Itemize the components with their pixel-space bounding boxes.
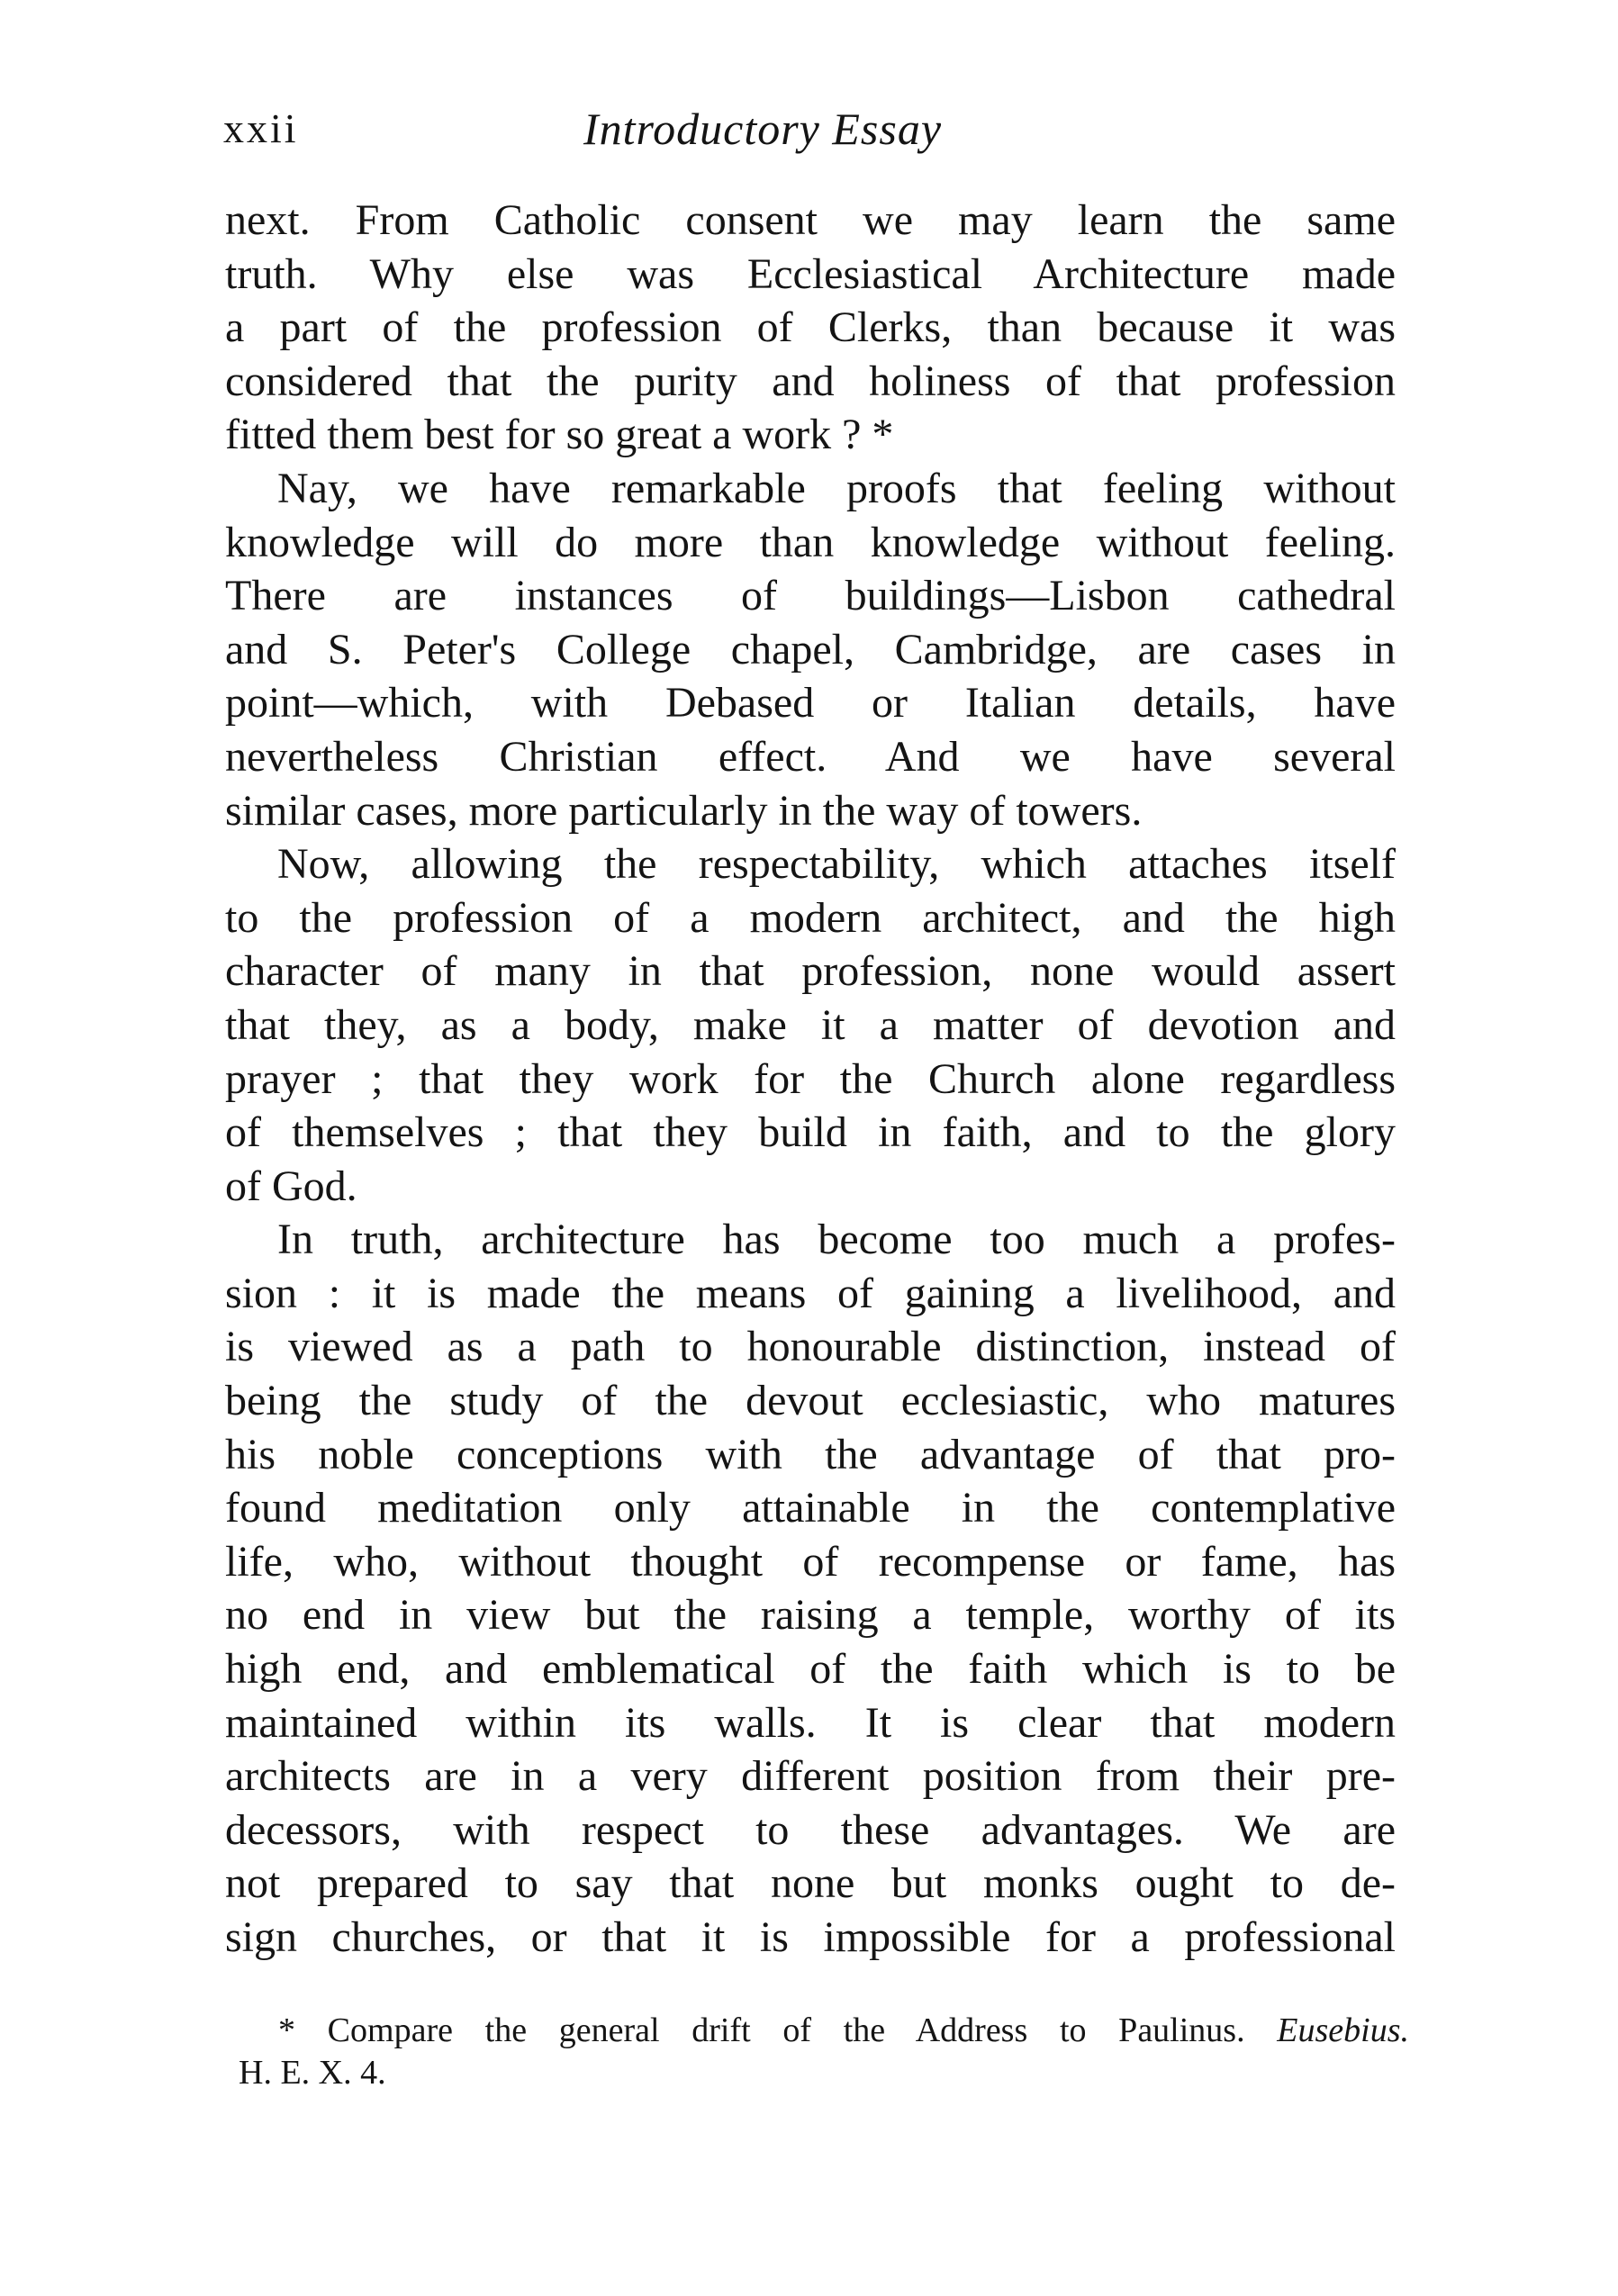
text-line: nevertheless Christian effect. And we have several: [225, 732, 1396, 781]
text-line: considered that the purity and holiness of that profession: [225, 357, 1396, 405]
footnote-first-line: [239, 2010, 1409, 2052]
text-line: next. From Catholic consent we may learn the same: [225, 196, 1396, 244]
text-line: knowledge will do more than knowledge without feeling.: [225, 518, 1396, 566]
text-line: that they, as a body, make it a matter of devotion and: [225, 1000, 1396, 1049]
footnote-reference: H. E. X. 4.: [239, 2054, 386, 2092]
text-line: his noble conceptions with the advantage of that pro-: [225, 1430, 1396, 1478]
text-line: being the study of the devout ecclesiastic, who matures: [225, 1377, 1396, 1425]
paragraph-start-line: Now, allowing the respectability, which attaches itself: [277, 840, 1396, 889]
footnote-author: Eusebius.: [1277, 2011, 1409, 2049]
text-line: found meditation only attainable in the contemplative: [225, 1484, 1396, 1532]
text-line: sion : it is made the means of gaining a livelihood, and: [225, 1269, 1396, 1317]
text-line: There are instances of buildings—Lisbon cathedral: [225, 572, 1396, 620]
text-line: maintained within its walls. It is clear that modern: [225, 1698, 1396, 1747]
text-line: similar cases, more particularly in the way of towers.: [225, 786, 1143, 835]
text-line: and S. Peter's College chapel, Cambridge, are cases in: [225, 625, 1396, 673]
text-line: of God.: [225, 1162, 357, 1210]
running-title: Introductory Essay: [583, 104, 943, 154]
text-line: high end, and emblematical of the faith which is to be: [225, 1645, 1396, 1694]
text-line: to the profession of a modern architect, and the high: [225, 893, 1396, 942]
body-text: [225, 194, 1396, 1965]
footnote: [239, 2010, 1409, 2094]
running-head: [223, 97, 1399, 160]
text-line: character of many in that profession, none would assert: [225, 947, 1396, 996]
paragraph-start-line: In truth, architecture has become too much a profes-: [277, 1216, 1396, 1264]
text-line: not prepared to say that none but monks ought to de-: [225, 1859, 1396, 1908]
text-line: fitted them best for so great a work ? *: [225, 411, 894, 459]
text-line: a part of the profession of Clerks, than because it was: [225, 303, 1396, 352]
text-line: no end in view but the raising a temple, worthy of its: [225, 1591, 1396, 1640]
text-line: point—which, with Debased or Italian details, have: [225, 679, 1396, 728]
text-line: truth. Why else was Ecclesiastical Architecture made: [225, 249, 1396, 298]
text-line: life, who, without thought of recompense or fame, has: [225, 1537, 1396, 1586]
footnote-text: * Compare the general drift of the Address to Paulinus.: [278, 2011, 1245, 2049]
text-line: architects are in a very different position from their pre-: [225, 1752, 1396, 1801]
page-number: xxii: [223, 105, 299, 151]
text-line: decessors, with respect to these advantages. We are: [225, 1805, 1396, 1854]
text-line: of themselves ; that they build in faith, and to the glory: [225, 1108, 1396, 1157]
text-line: sign churches, or that it is impossible for a professional: [225, 1913, 1396, 1961]
paragraph-start-line: Nay, we have remarkable proofs that feeling without: [277, 464, 1396, 512]
text-line: prayer ; that they work for the Church alone regardless: [225, 1054, 1396, 1103]
text-line: is viewed as a path to honourable distinction, instead of: [225, 1323, 1396, 1371]
